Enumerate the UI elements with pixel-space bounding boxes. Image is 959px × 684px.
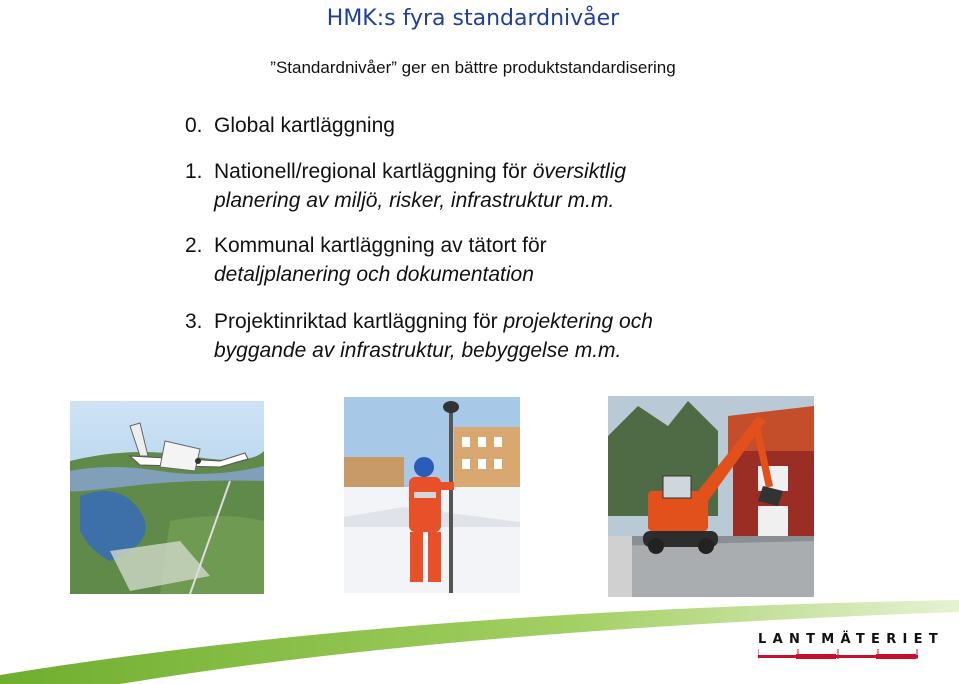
- level-number: 1.: [185, 160, 203, 183]
- logo-text: LANTMÄTERIET: [758, 632, 945, 647]
- logo-bar-icon: [758, 649, 918, 661]
- level-text: Nationell/regional kartläggning för: [214, 160, 533, 183]
- level-text: Kommunal kartläggning av tätort för: [214, 234, 547, 257]
- level-number: 0.: [185, 114, 203, 137]
- aerial-survey-photo: [70, 401, 264, 594]
- surveyor-photo: [344, 397, 520, 593]
- lantmateriet-logo: [758, 632, 945, 661]
- level-text-italic: översiktlig: [532, 160, 627, 183]
- level-0: [185, 111, 395, 140]
- level-number: 2.: [185, 234, 203, 257]
- level-text: Global kartläggning: [214, 114, 395, 137]
- level-1: [185, 157, 626, 215]
- level-text: Projektinriktad kartläggning för: [214, 310, 504, 333]
- slide-subtitle: ”Standardnivåer” ger en bättre produktstandardisering: [270, 58, 676, 77]
- slide-title: HMK:s fyra standardnivåer: [326, 6, 620, 31]
- excavator-photo: [608, 396, 814, 597]
- level-continuation: planering av miljö, risker, infrastruktur m.m.: [214, 189, 615, 212]
- level-2: [185, 231, 547, 289]
- level-3: [185, 307, 653, 365]
- level-continuation: detaljplanering och dokumentation: [214, 263, 534, 286]
- level-text-italic: projektering och: [503, 310, 653, 333]
- level-continuation: byggande av infrastruktur, bebyggelse m.m.: [214, 339, 622, 362]
- level-number: 3.: [185, 310, 203, 333]
